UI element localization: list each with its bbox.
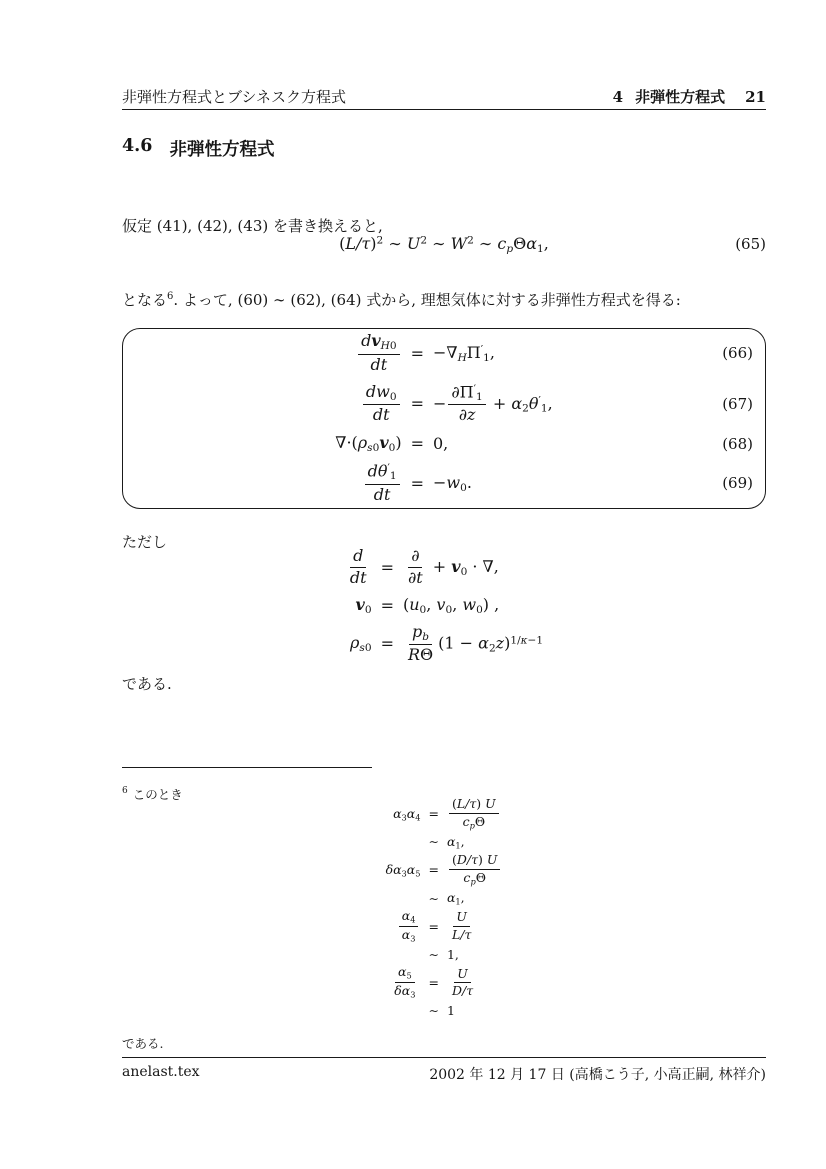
page-number: 21 [745, 88, 766, 106]
paragraph-result-pre: となる [122, 291, 168, 309]
fn-eq-4-relation: ∼ [428, 890, 439, 906]
equation-box [122, 328, 766, 509]
def-ddt-rhs: $\frac{\partial}{\partial t}$ + v0 · ∇, [407, 546, 499, 587]
fn-eq-1-rhs: $\frac{(L/\tau) U}{\text{cpΘ}}$ [447, 797, 501, 831]
page-footer [122, 1064, 766, 1084]
def-rho-lhs: ρs0 [350, 633, 372, 655]
equation-69-lhs: $\frac{d\theta'1}{dt}$ [363, 462, 402, 505]
equation-65 [122, 223, 766, 265]
fn-eq-3-relation: = [428, 862, 439, 878]
footer-date-authors: 2002 年 12 月 17 日 (高橋こう子, 小高正嗣, 林祥介) [429, 1067, 766, 1083]
fn-eq-6-relation: ∼ [428, 947, 439, 963]
fn-eq-8-relation: ∼ [428, 1003, 439, 1019]
equation-65-body: $(L/\tau)^2$ ∼ $U^2$ ∼ $W^2$ ∼ cpΘα1, [339, 233, 549, 255]
header-section-title: 非弾性方程式 [635, 88, 726, 106]
section-number: 4.6 [122, 136, 153, 156]
header-rule [122, 109, 766, 110]
fn-eq-5-lhs: $\frac{\alpha 4}{\alpha 3}$ [397, 909, 421, 944]
equation-number: (68) [722, 434, 753, 453]
fn-eq-6-rhs: 1, [446, 947, 459, 963]
fn-eq-2-rhs: α1, [446, 833, 465, 851]
def-ddt-relation: = [380, 557, 394, 577]
equation-67-rhs: − $\frac{\partial\Pi'1}{\partial z}$ + α2θ′1, [432, 381, 553, 425]
fn-eq-7-relation: = [428, 975, 439, 991]
paragraph-result-post: . よって, (60) ∼ (62), (64) 式から, 理想気体に対する非弾性方程式を得る: [173, 291, 681, 309]
footnote-reference: 6 [167, 291, 174, 302]
equation-66-relation: = [410, 343, 424, 363]
fn-eq-7-rhs: $\frac{U}{D/\tau}$ [451, 965, 474, 999]
definition-equations [122, 547, 766, 665]
fn-eq-7-lhs: $\frac{\alpha 5}{\delta\alpha 3}$ [394, 964, 416, 1000]
equation-number: (69) [722, 474, 753, 493]
equation-68-rhs: 0, [432, 434, 449, 454]
paragraph-assumptions: 仮定 (41), (42), (43) を書き換えると, [122, 217, 383, 235]
def-v0-rhs: (u0, v0, w0) , [402, 594, 500, 616]
footnote-rule [122, 767, 372, 768]
footnote-dearu: である. [122, 1035, 164, 1051]
footnote-label: このとき [132, 786, 183, 802]
fn-eq-5-rhs: $\frac{U}{L/\tau}$ [451, 909, 472, 943]
fn-eq-2-relation: ∼ [428, 834, 439, 850]
fn-eq-3-rhs: $\frac{(D/\tau) U}{\text{cpΘ}}$ [447, 853, 502, 887]
equation-number: (65) [735, 235, 766, 253]
header-section-indicator [613, 86, 766, 107]
def-rho-relation: = [380, 634, 394, 654]
section-title: 非弾性方程式 [169, 140, 275, 160]
equation-number: (66) [722, 344, 753, 363]
equation-number: (67) [722, 394, 753, 413]
def-v0-lhs: v0 [355, 594, 372, 616]
equation-67-lhs: $\frac{dw0}{dt}$ [361, 383, 402, 425]
paragraph-result [122, 290, 766, 312]
equation-69-rhs: −w0. [432, 472, 472, 494]
equation-68-lhs: ∇·(ρs0v0) [335, 433, 402, 455]
boxed-equations [123, 332, 765, 504]
equation-66-lhs: $\frac{\text{dvH0}}{dt}$ [356, 332, 401, 374]
def-rho-rhs: $\frac{pb}{R\Theta}$ $(1 - \alpha 2z)^{1/\kappa-1}$ [407, 621, 544, 665]
footnote-equations [122, 797, 766, 1018]
footer-rule [122, 1057, 766, 1058]
equation-66-rhs: −∇HΠ′1, [432, 342, 495, 364]
equation-69-relation: = [410, 473, 424, 493]
equation-67-relation: = [410, 394, 424, 414]
section-heading [122, 136, 766, 161]
footer-filename: anelast.tex [122, 1064, 200, 1080]
page-header [122, 86, 766, 107]
fn-eq-1-relation: = [428, 806, 439, 822]
fn-eq-5-relation: = [428, 919, 439, 935]
fn-eq-3-lhs: δα3α5 [385, 861, 421, 879]
def-v0-relation: = [380, 595, 394, 615]
equation-68-relation: = [410, 434, 424, 454]
paragraph-dearu: である. [122, 675, 172, 693]
header-section-number: 4 [612, 88, 624, 106]
fn-eq-1-lhs: α3α4 [393, 805, 421, 823]
paragraph-tadashi: ただし [122, 533, 168, 551]
footnote-marker: 6 [122, 786, 128, 797]
fn-eq-4-rhs: α1, [446, 889, 465, 907]
fn-eq-8-rhs: 1 [446, 1003, 455, 1019]
running-title: 非弾性方程式とブシネスク方程式 [122, 88, 346, 106]
def-ddt-lhs: $\frac{d}{dt}$ [349, 546, 367, 587]
